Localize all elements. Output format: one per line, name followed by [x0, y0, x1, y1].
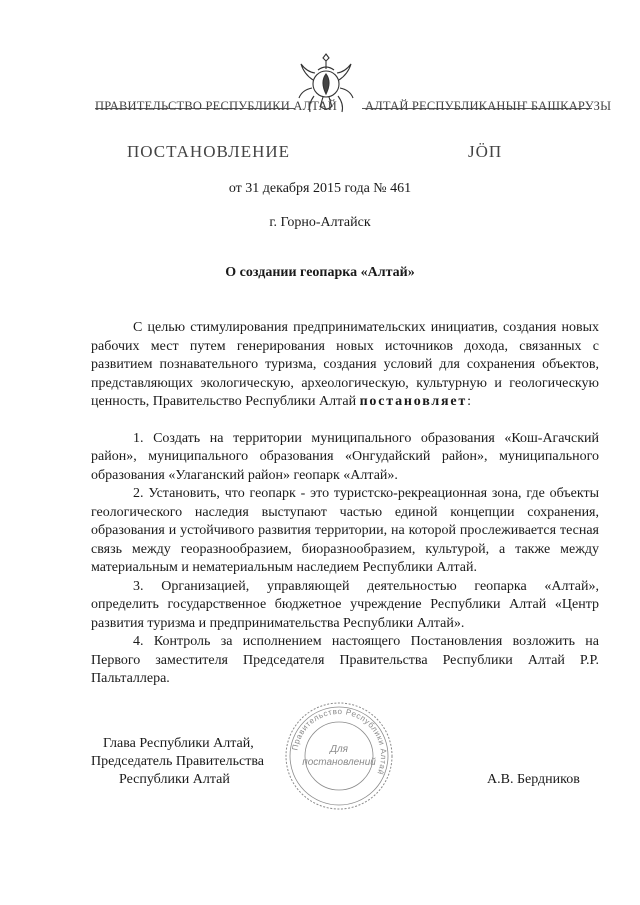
- decree-item-2: 2. Установить, что геопарк - это туристско-рекреационная зона, где объекты геологического наследия выступают частью единой концепции сохранения, образования и устойчивого развития территории, на которой прослеживается тесная связь между георазнообразием, биоразнообразием, культурой, а также между материальным и нематериальным наследием Республики Алтай.: [91, 486, 599, 575]
- city-line: г. Горно-Алтайск: [269, 215, 371, 230]
- decree-word: постановляет: [359, 394, 468, 409]
- stamp-center-line1: Для: [329, 744, 349, 755]
- signatory-title-line3: Республики Алтай: [119, 772, 230, 787]
- document-type-alt: JӦП: [468, 142, 503, 161]
- decree-body: [91, 319, 599, 689]
- document-type-ru: ПОСТАНОВЛЕНИЕ: [127, 142, 291, 161]
- header-government-name-ru: ПРАВИТЕЛЬСТВО РЕСПУБЛИКИ АЛТАЙ: [95, 99, 337, 113]
- decree-item-3: 3. Организацией, управляющей деятельностью геопарка «Алтай», определить государственное бюджетное учреждение Республики Алтай «Центр развития туризма и предпринимательства Республики Алтай».: [91, 578, 599, 631]
- signatory-title-line1: Глава Республики Алтай,: [103, 736, 254, 751]
- signatory-name: А.В. Бердников: [487, 772, 580, 787]
- official-stamp-seal: [283, 700, 395, 812]
- decree-item-1: 1. Создать на территории муниципального образования «Кош-Агачский район», муниципального образования «Онгудайский район», муниципального образования «Улаганский район» геопарк «Алтай».: [91, 430, 599, 483]
- preamble-text: С целью стимулирования предпринимательских инициатив, создания новых рабочих мест путем генерирования новых источников дохода, связанных с развитием познавательного туризма, создания условий для сохранения объектов, представляющих экологическую, археологическую, культурную и геологическую ценность, Правительство Республики Алтай: [91, 320, 599, 409]
- preamble-colon: :: [467, 394, 471, 409]
- stamp-ring-text: Правительство Республики Алтай: [290, 706, 389, 777]
- header-government-name-alt: АЛТАЙ РЕСПУБЛИКАНЫҤ БАШКАРУЗЫ: [365, 99, 612, 113]
- preamble-paragraph: [91, 319, 599, 412]
- decree-item-4: 4. Контроль за исполнением настоящего Постановления возложить на Первого заместителя Председателя Правительства Республики Алтай Р.Р. Пальталлера.: [91, 634, 599, 686]
- stamp-center-line2: постановлений: [302, 757, 376, 768]
- decree-date-number: от 31 декабря 2015 года № 461: [228, 181, 412, 196]
- decree-title: О создании геопарка «Алтай»: [225, 265, 415, 280]
- signatory-title-line2: Председатель Правительства: [91, 754, 264, 769]
